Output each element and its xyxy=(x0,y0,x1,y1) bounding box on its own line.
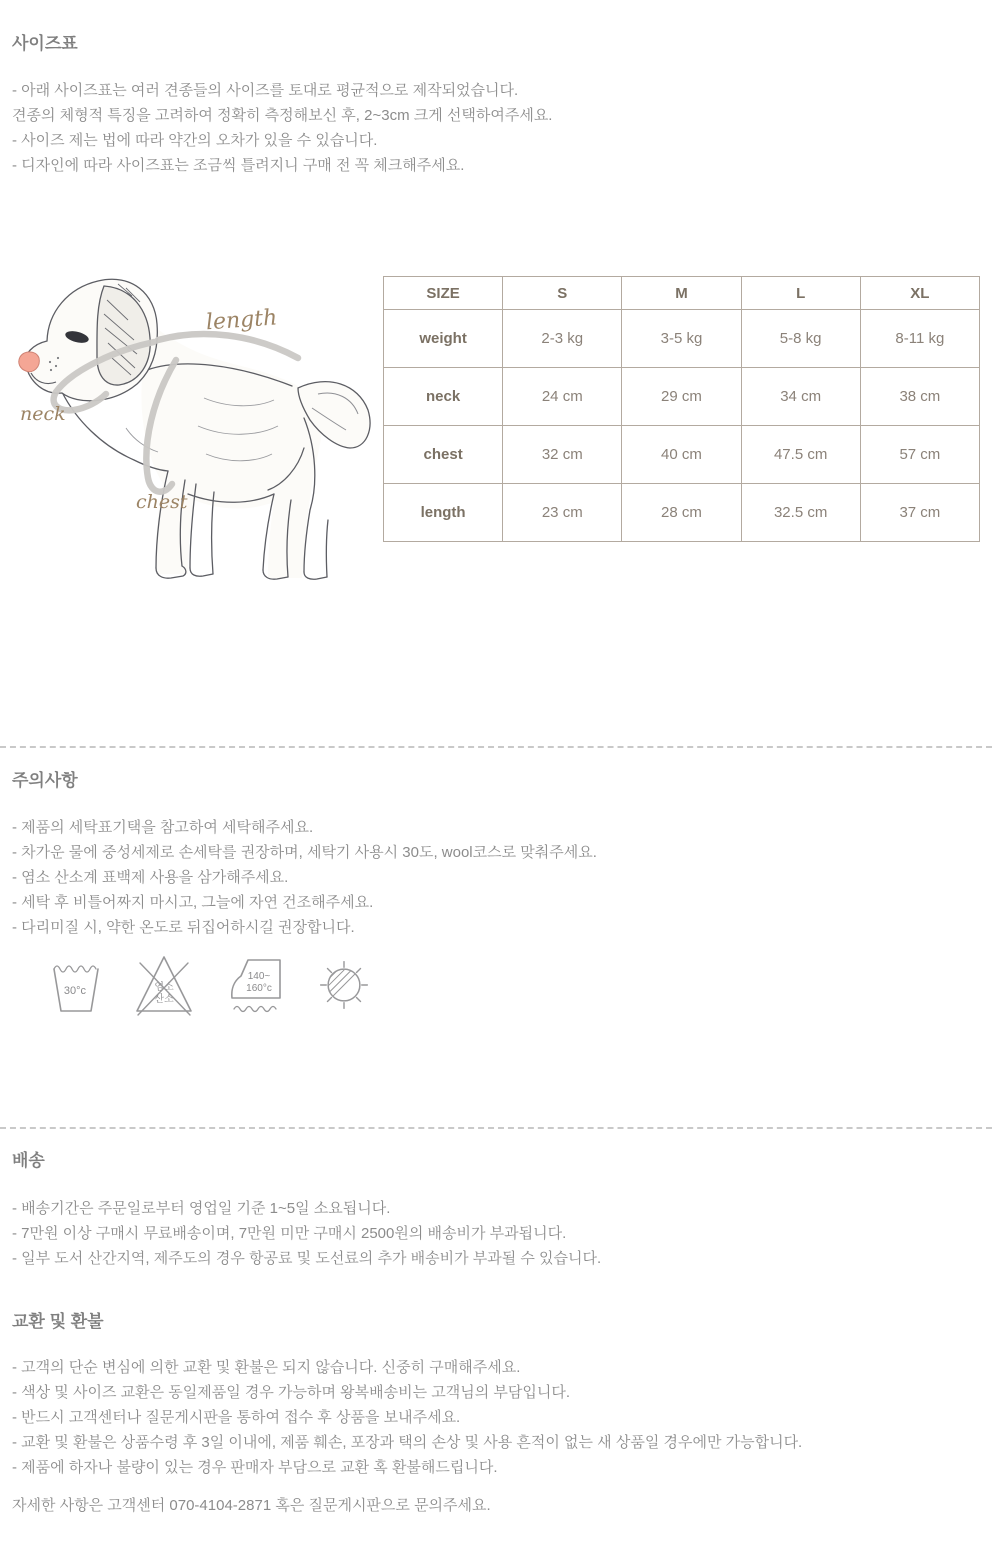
refund-note-line: - 교환 및 환불은 상품수령 후 3일 이내에, 제품 훼손, 포장과 택의 손상 및 사용 흔적이 없는 새 상품일 경우에만 가능합니다. xyxy=(12,1434,803,1451)
handwash-30-icon xyxy=(52,953,100,1017)
size-table xyxy=(383,276,980,542)
cell-value: 37 cm xyxy=(860,484,979,542)
care-note-line: - 차가운 물에 중성세제로 손세탁를 권장하며, 세탁기 사용시 30도, wool코스로 맞춰주세요. xyxy=(12,844,597,861)
bleach-label-bottom: 산소 xyxy=(154,994,174,1005)
shipping-note-line: - 7만원 이상 구매시 무료배송이며, 7만원 미만 구매시 2500원의 배송비가 부과됩니다. xyxy=(12,1225,567,1242)
dog-measurement-diagram xyxy=(6,258,376,590)
care-note-line: - 제품의 세탁표기택을 참고하여 세탁해주세요. xyxy=(12,819,314,836)
shipping-section-notes xyxy=(12,1196,601,1271)
cell-value: 32.5 cm xyxy=(741,484,860,542)
shipping-note-line: - 배송기간은 주문일로부터 영업일 기준 1~5일 소요됩니다. xyxy=(12,1200,391,1217)
size-section-title: 사이즈표 xyxy=(12,34,78,53)
laundry-care-icons xyxy=(52,952,372,1018)
table-row-neck xyxy=(384,368,980,426)
cell-value: 5-8 kg xyxy=(741,310,860,368)
row-label: neck xyxy=(384,368,503,426)
row-label: weight xyxy=(384,310,503,368)
col-header-s: S xyxy=(503,277,622,310)
neck-label: neck xyxy=(20,403,66,425)
size-table-header-row xyxy=(384,277,980,310)
col-header-l: L xyxy=(741,277,860,310)
iron-temp-bottom: 160°c xyxy=(246,983,272,994)
care-note-line: - 염소 산소계 표백제 사용을 삼가해주세요. xyxy=(12,869,289,886)
care-note-line: - 다리미질 시, 약한 온도로 뒤집어하시길 권장합니다. xyxy=(12,919,355,936)
cell-value: 34 cm xyxy=(741,368,860,426)
length-label: length xyxy=(205,305,279,336)
iron-140-160-icon xyxy=(228,952,284,1018)
no-bleach-icon xyxy=(132,952,196,1018)
care-note-line: - 세탁 후 비틀어짜지 마시고, 그늘에 자연 건조해주세요. xyxy=(12,894,374,911)
cell-value: 3-5 kg xyxy=(622,310,741,368)
col-header-size: SIZE xyxy=(384,277,503,310)
cell-value: 2-3 kg xyxy=(503,310,622,368)
care-section-notes xyxy=(12,815,597,940)
dog-nose xyxy=(19,352,39,372)
iron-temp-top: 140~ xyxy=(247,971,271,982)
cell-value: 24 cm xyxy=(503,368,622,426)
refund-note-line: - 제품에 하자나 불량이 있는 경우 판매자 부담으로 교환 혹 환불해드립니다. xyxy=(12,1459,498,1476)
cell-value: 38 cm xyxy=(860,368,979,426)
cell-value: 57 cm xyxy=(860,426,979,484)
cell-value: 23 cm xyxy=(503,484,622,542)
customer-center-note: 자세한 사항은 고객센터 070-4104-2871 혹은 질문게시판으로 문의주세요. xyxy=(12,1497,491,1514)
table-row-length xyxy=(384,484,980,542)
cell-value: 40 cm xyxy=(622,426,741,484)
bleach-label-top: 염소 xyxy=(154,982,174,993)
size-note-line: - 아래 사이즈표는 여러 견종들의 사이즈를 토대로 평균적으로 제작되었습니다. xyxy=(12,82,519,99)
refund-note-line: - 색상 및 사이즈 교환은 동일제품일 경우 가능하며 왕복배송비는 고객님의 부담입니다. xyxy=(12,1384,570,1401)
col-header-m: M xyxy=(622,277,741,310)
refund-note-line: - 반드시 고객센터나 질문게시판을 통하여 접수 후 상품을 보내주세요. xyxy=(12,1409,461,1426)
cell-value: 47.5 cm xyxy=(741,426,860,484)
refund-section-title: 교환 및 환불 xyxy=(12,1312,104,1331)
shipping-note-line: - 일부 도서 산간지역, 제주도의 경우 항공료 및 도선료의 추가 배송비가 부과될 수 있습니다. xyxy=(12,1250,602,1267)
table-row-weight xyxy=(384,310,980,368)
row-label: length xyxy=(384,484,503,542)
cell-value: 29 cm xyxy=(622,368,741,426)
size-note-line: - 사이즈 제는 법에 따라 약간의 오차가 있을 수 있습니다. xyxy=(12,132,378,149)
dry-in-shade-icon xyxy=(316,954,372,1016)
refund-note-line: - 고객의 단순 변심에 의한 교환 및 환불은 되지 않습니다. 신중히 구매해주세요. xyxy=(12,1359,521,1376)
size-note-line: - 디자인에 따라 사이즈표는 조금씩 틀려지니 구매 전 꼭 체크해주세요. xyxy=(12,157,465,174)
cell-value: 8-11 kg xyxy=(860,310,979,368)
row-label: chest xyxy=(384,426,503,484)
table-row-chest xyxy=(384,426,980,484)
shipping-section-title: 배송 xyxy=(12,1151,45,1170)
refund-section-notes xyxy=(12,1355,802,1480)
wash-temp-label: 30°c xyxy=(63,985,87,997)
chest-label: chest xyxy=(136,491,188,513)
cell-value: 28 cm xyxy=(622,484,741,542)
section-divider xyxy=(0,1127,992,1129)
dog-sketch-illustration xyxy=(6,258,376,590)
size-section-notes xyxy=(12,78,552,178)
section-divider xyxy=(0,746,992,748)
care-section-title: 주의사항 xyxy=(12,771,78,790)
cell-value: 32 cm xyxy=(503,426,622,484)
col-header-xl: XL xyxy=(860,277,979,310)
size-note-line: 견종의 체형적 특징을 고려하여 정확히 측정해보신 후, 2~3cm 크게 선택하여주세요. xyxy=(12,107,553,124)
